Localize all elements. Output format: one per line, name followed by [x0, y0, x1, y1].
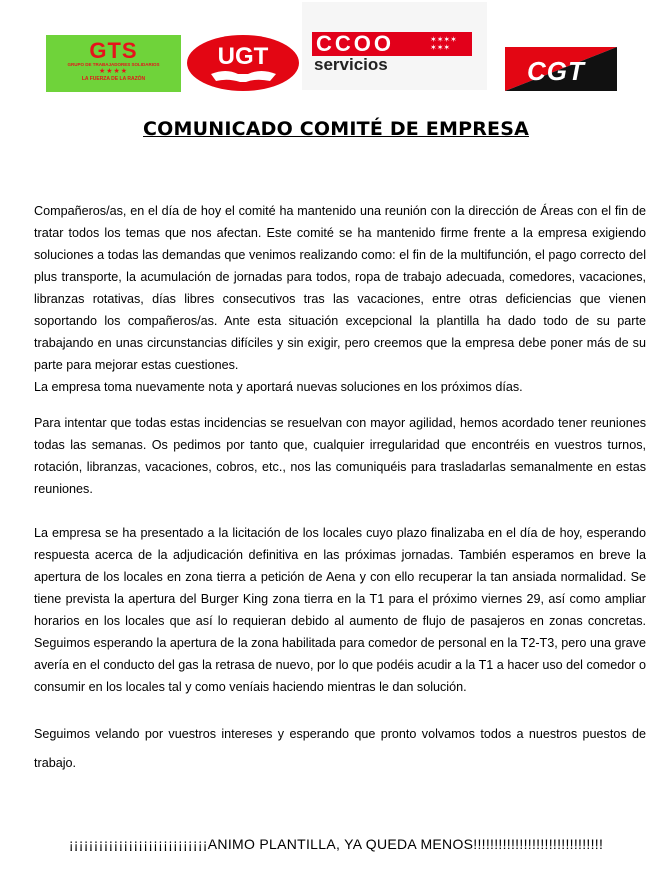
- gts-logo-stars: ★★★★: [98, 68, 129, 75]
- logo-banner: [0, 0, 672, 110]
- ccoo-logo-sub: servicios: [314, 55, 388, 74]
- paragraph-5: Seguimos velando por vuestros intereses y esperando que pronto volvamos todos a nuestros puestos de trabajo.: [34, 727, 646, 770]
- page-title: COMUNICADO COMITÉ DE EMPRESA: [143, 118, 529, 140]
- paragraph-3: Para intentar que todas estas incidencias se resuelvan con mayor agilidad, hemos acordado tener reuniones todas las semanas. Os pedimos por tanto que, cualquier irregularidad que encontréis en vuestros turnos, rotación, libranzas, vacaciones, cobros, etc., nos las comuniquéis para trasladarlas semanalmente en estas reuniones.: [34, 416, 646, 496]
- ugt-logo-name: UGT: [217, 43, 269, 70]
- ccoo-logo: [302, 2, 487, 90]
- gts-logo-motto: LA FUERZA DE LA RAZÓN: [81, 76, 146, 82]
- cgt-logo: [505, 47, 617, 91]
- gts-logo-subtitle: GRUPO DE TRABAJADORES SOLIDARIOS: [67, 62, 160, 67]
- gts-logo-name: GTS: [89, 38, 138, 63]
- paragraph-2: La empresa toma nuevamente nota y aportará nuevas soluciones en los próximos días.: [34, 380, 523, 394]
- ccoo-stars: ✶✶✶✶ ✶✶✶: [430, 35, 457, 52]
- cgt-logo-name: CGT: [527, 56, 585, 86]
- paragraph-4: La empresa se ha presentado a la licitación de los locales cuyo plazo finalizaba en el día de hoy, esperando respuesta acerca de la adjudicación definitiva en las próximas jornadas. También esperamos en breve la apertura de los locales en zona tierra a petición de Aena y con ello recuperar la tan ansiada normalidad. Se tiene prevista la apertura del Burger King zona tierra en la T1 para el próximo viernes 29, así como ampliar horarios en los locales que así lo requieran debido al aumento de flujo de pasajeros en zonas concretas. Seguimos esperando la apertura de la zona habilitada para comedor de personal en la T2-T3, pero una grave avería en el conducto del gas la retrasa de nuevo, por lo que podéis acudir a la T1 a hacer uso del comedor o consumir en los locales tal y como veníais haciendo mientras le dan solución.: [34, 526, 646, 694]
- ugt-logo: [186, 34, 300, 92]
- gts-logo: [46, 35, 181, 92]
- document-body: [34, 200, 646, 778]
- closing-slogan: ¡¡¡¡¡¡¡¡¡¡¡¡¡¡¡¡¡¡¡¡¡¡¡¡¡¡¡¡ANIMO PLANTILLA, YA QUEDA MENOS!!!!!!!!!!!!!!!!!!!!!!!!!!!!!!!: [68, 836, 604, 852]
- ccoo-logo-name: CCOO: [316, 31, 394, 56]
- paragraph-1: Compañeros/as, en el día de hoy el comité ha mantenido una reunión con la dirección de Áreas con el fin de tratar todos los temas que nos afectan. Este comité se ha mantenido firme frente a la empresa exigiendo soluciones a todas las demandas que venimos realizando como: el fin de la multifunción, el pago correcto del plus transporte, la acumulación de jornadas para todos, ropa de trabajo adecuada, comedores, vacaciones, libranzas rotativas, días libres consecutivos tras las vacaciones, entre otras deficiencias que vienen soportando los compañeros/as. Ante esta situación excepcional la plantilla ha dado todo de su parte trabajando en unas circunstancias difíciles y sin exigir, pero creemos que la empresa debe poner más de su parte para mejorar estas cuestiones.: [34, 204, 646, 372]
